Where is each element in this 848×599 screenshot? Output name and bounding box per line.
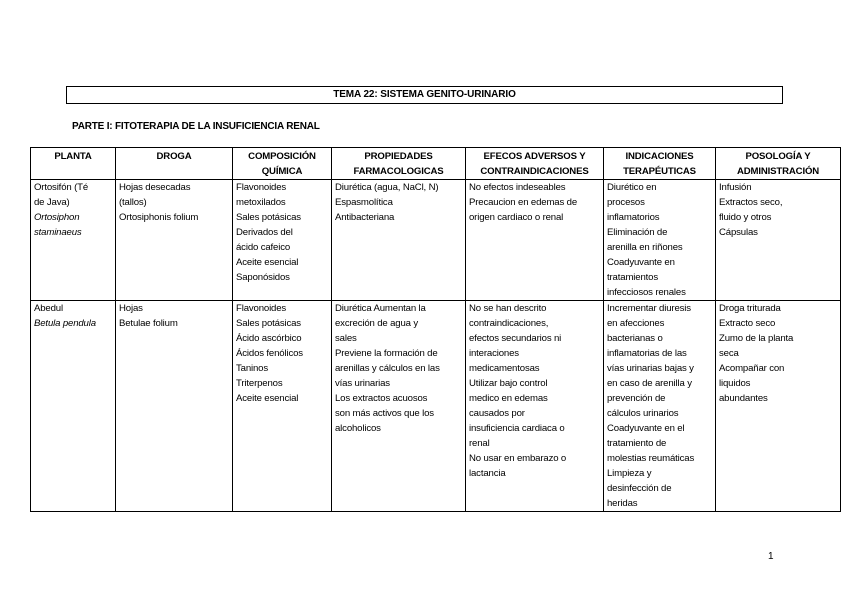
cell-text: Ácido ascórbico (236, 333, 302, 344)
cell-text: seca (719, 348, 739, 359)
cell-posologia (716, 301, 841, 512)
cell-text: Derivados del (236, 227, 293, 238)
cell-composicion (233, 301, 332, 512)
cell-text: Aceite esencial (236, 393, 299, 404)
cell-text: No usar en embarazo o (469, 453, 567, 464)
cell-text: excreción de agua y (335, 318, 419, 329)
cell-text: Extracto seco (719, 318, 776, 329)
cell-planta (31, 301, 116, 512)
cell-text: son más activos que los (335, 408, 434, 419)
header-planta (31, 148, 116, 180)
cell-text: Espasmolítica (335, 197, 393, 208)
table-row (31, 301, 841, 512)
cell-composicion (233, 180, 332, 301)
cell-text: Flavonoides (236, 182, 287, 193)
phytotherapy-table (30, 147, 841, 512)
cell-text: bacterianas o (607, 333, 663, 344)
cell-text: en afecciones (607, 318, 665, 329)
cell-planta (31, 180, 116, 301)
phytotherapy-table-container (30, 147, 820, 509)
cell-text: desinfección de (607, 483, 672, 494)
cell-text: Diurética Aumentan la (335, 303, 426, 314)
header-text: CONTRAINDICACIONES (480, 166, 589, 177)
header-propiedades (332, 148, 466, 180)
cell-text: alcoholicos (335, 423, 381, 434)
table-row (31, 180, 841, 301)
header-text: EFECOS ADVERSOS Y (483, 151, 586, 162)
cell-text: Diurética (agua, NaCl, N) (335, 182, 439, 193)
cell-text: Utilizar bajo control (469, 378, 548, 389)
cell-text: Flavonoides (236, 303, 287, 314)
cell-text: metoxilados (236, 197, 286, 208)
header-text: COMPOSICIÓN (248, 151, 316, 162)
cell-text: Extractos seco, (719, 197, 783, 208)
cell-text: Sales potásicas (236, 212, 301, 223)
cell-text: renal (469, 438, 490, 449)
header-text: POSOLOGÍA Y (745, 151, 811, 162)
cell-text: interaciones (469, 348, 519, 359)
cell-text: heridas (607, 498, 638, 509)
header-text: DROGA (156, 151, 192, 162)
table-header-row (31, 148, 841, 180)
cell-text: Betulae folium (119, 318, 178, 329)
page-number: 1 (768, 551, 774, 562)
cell-text: Eliminación de (607, 227, 668, 238)
cell-text: molestias reumáticas (607, 453, 695, 464)
cell-text: No se han descrito (469, 303, 547, 314)
cell-text: fluido y otros (719, 212, 772, 223)
cell-text: vías urinarias (335, 378, 390, 389)
cell-text: lactancia (469, 468, 506, 479)
cell-text: en caso de arenilla y (607, 378, 692, 389)
cell-text: infecciosos renales (607, 287, 686, 298)
cell-efectos (466, 180, 604, 301)
cell-text: Triterpenos (236, 378, 283, 389)
cell-text: vías urinarias bajas y (607, 363, 694, 374)
header-text: ADMINISTRACIÓN (736, 166, 820, 177)
cell-text: Antibacteriana (335, 212, 395, 223)
cell-text: inflamatorios (607, 212, 660, 223)
cell-text: Taninos (236, 363, 269, 374)
cell-text: Coadyuvante en el (607, 423, 685, 434)
header-composicion (233, 148, 332, 180)
scientific-name: staminaeus (34, 227, 82, 238)
cell-text: Ácidos fenólicos (236, 348, 303, 359)
cell-text: ácido cafeico (236, 242, 291, 253)
cell-text: Saponósidos (236, 272, 290, 283)
cell-text: sales (335, 333, 357, 344)
cell-text: Ortosifón (Té (34, 182, 89, 193)
cell-text: Precaucion en edemas de (469, 197, 578, 208)
cell-propiedades (332, 301, 466, 512)
header-text: FARMACOLOGICAS (353, 166, 444, 177)
section-heading: PARTE I: FITOTERAPIA DE LA INSUFICIENCIA RENAL (72, 121, 320, 132)
cell-text: Acompañar con (719, 363, 785, 374)
cell-posologia (716, 180, 841, 301)
header-efectos (466, 148, 604, 180)
header-droga (116, 148, 233, 180)
cell-text: abundantes (719, 393, 768, 404)
cell-text: Sales potásicas (236, 318, 301, 329)
cell-efectos (466, 301, 604, 512)
cell-text: Limpieza y (607, 468, 652, 479)
cell-text: Droga triturada (719, 303, 781, 314)
cell-text: No efectos indeseables (469, 182, 566, 193)
cell-text: cálculos urinarios (607, 408, 679, 419)
cell-droga (116, 180, 233, 301)
cell-text: Coadyuvante en (607, 257, 675, 268)
cell-text: de Java) (34, 197, 70, 208)
cell-text: Diurético en (607, 182, 657, 193)
cell-text: Infusión (719, 182, 752, 193)
cell-text: insuficiencia cardiaca o (469, 423, 565, 434)
cell-text: Cápsulas (719, 227, 758, 238)
cell-text: Abedul (34, 303, 63, 314)
cell-text: tratamiento de (607, 438, 667, 449)
header-indicaciones (604, 148, 716, 180)
cell-text: Hojas (119, 303, 143, 314)
cell-text: causados por (469, 408, 525, 419)
cell-text: procesos (607, 197, 645, 208)
cell-text: efectos secundarios ni (469, 333, 562, 344)
table-body (31, 180, 841, 512)
header-text: INDICACIONES (625, 151, 694, 162)
scientific-name: Betula pendula (34, 318, 96, 329)
cell-text: Incrementar diuresis (607, 303, 691, 314)
document-title: TEMA 22: SISTEMA GENITO-URINARIO (66, 86, 783, 104)
cell-droga (116, 301, 233, 512)
scientific-name: Ortosiphon (34, 212, 80, 223)
cell-text: inflamatorias de las (607, 348, 687, 359)
cell-text: Aceite esencial (236, 257, 299, 268)
header-text: QUÍMICA (261, 166, 303, 177)
cell-text: contraindicaciones, (469, 318, 549, 329)
cell-text: Ortosiphonis folium (119, 212, 199, 223)
cell-text: arenilla en riñones (607, 242, 683, 253)
header-text: PROPIEDADES (364, 151, 433, 162)
cell-text: Previene la formación de (335, 348, 438, 359)
cell-text: medico en edemas (469, 393, 548, 404)
header-text: TERAPÉUTICAS (623, 166, 696, 177)
cell-text: arenillas y cálculos en las (335, 363, 440, 374)
cell-indicaciones (604, 180, 716, 301)
header-text: PLANTA (54, 151, 92, 162)
cell-text: prevención de (607, 393, 666, 404)
cell-text: origen cardiaco o renal (469, 212, 564, 223)
cell-text: Hojas desecadas (119, 182, 191, 193)
cell-indicaciones (604, 301, 716, 512)
cell-text: liquidos (719, 378, 751, 389)
cell-text: tratamientos (607, 272, 658, 283)
cell-text: (tallos) (119, 197, 147, 208)
cell-propiedades (332, 180, 466, 301)
cell-text: medicamentosas (469, 363, 540, 374)
cell-text: Zumo de la planta (719, 333, 794, 344)
cell-text: Los extractos acuosos (335, 393, 428, 404)
header-posologia (716, 148, 841, 180)
